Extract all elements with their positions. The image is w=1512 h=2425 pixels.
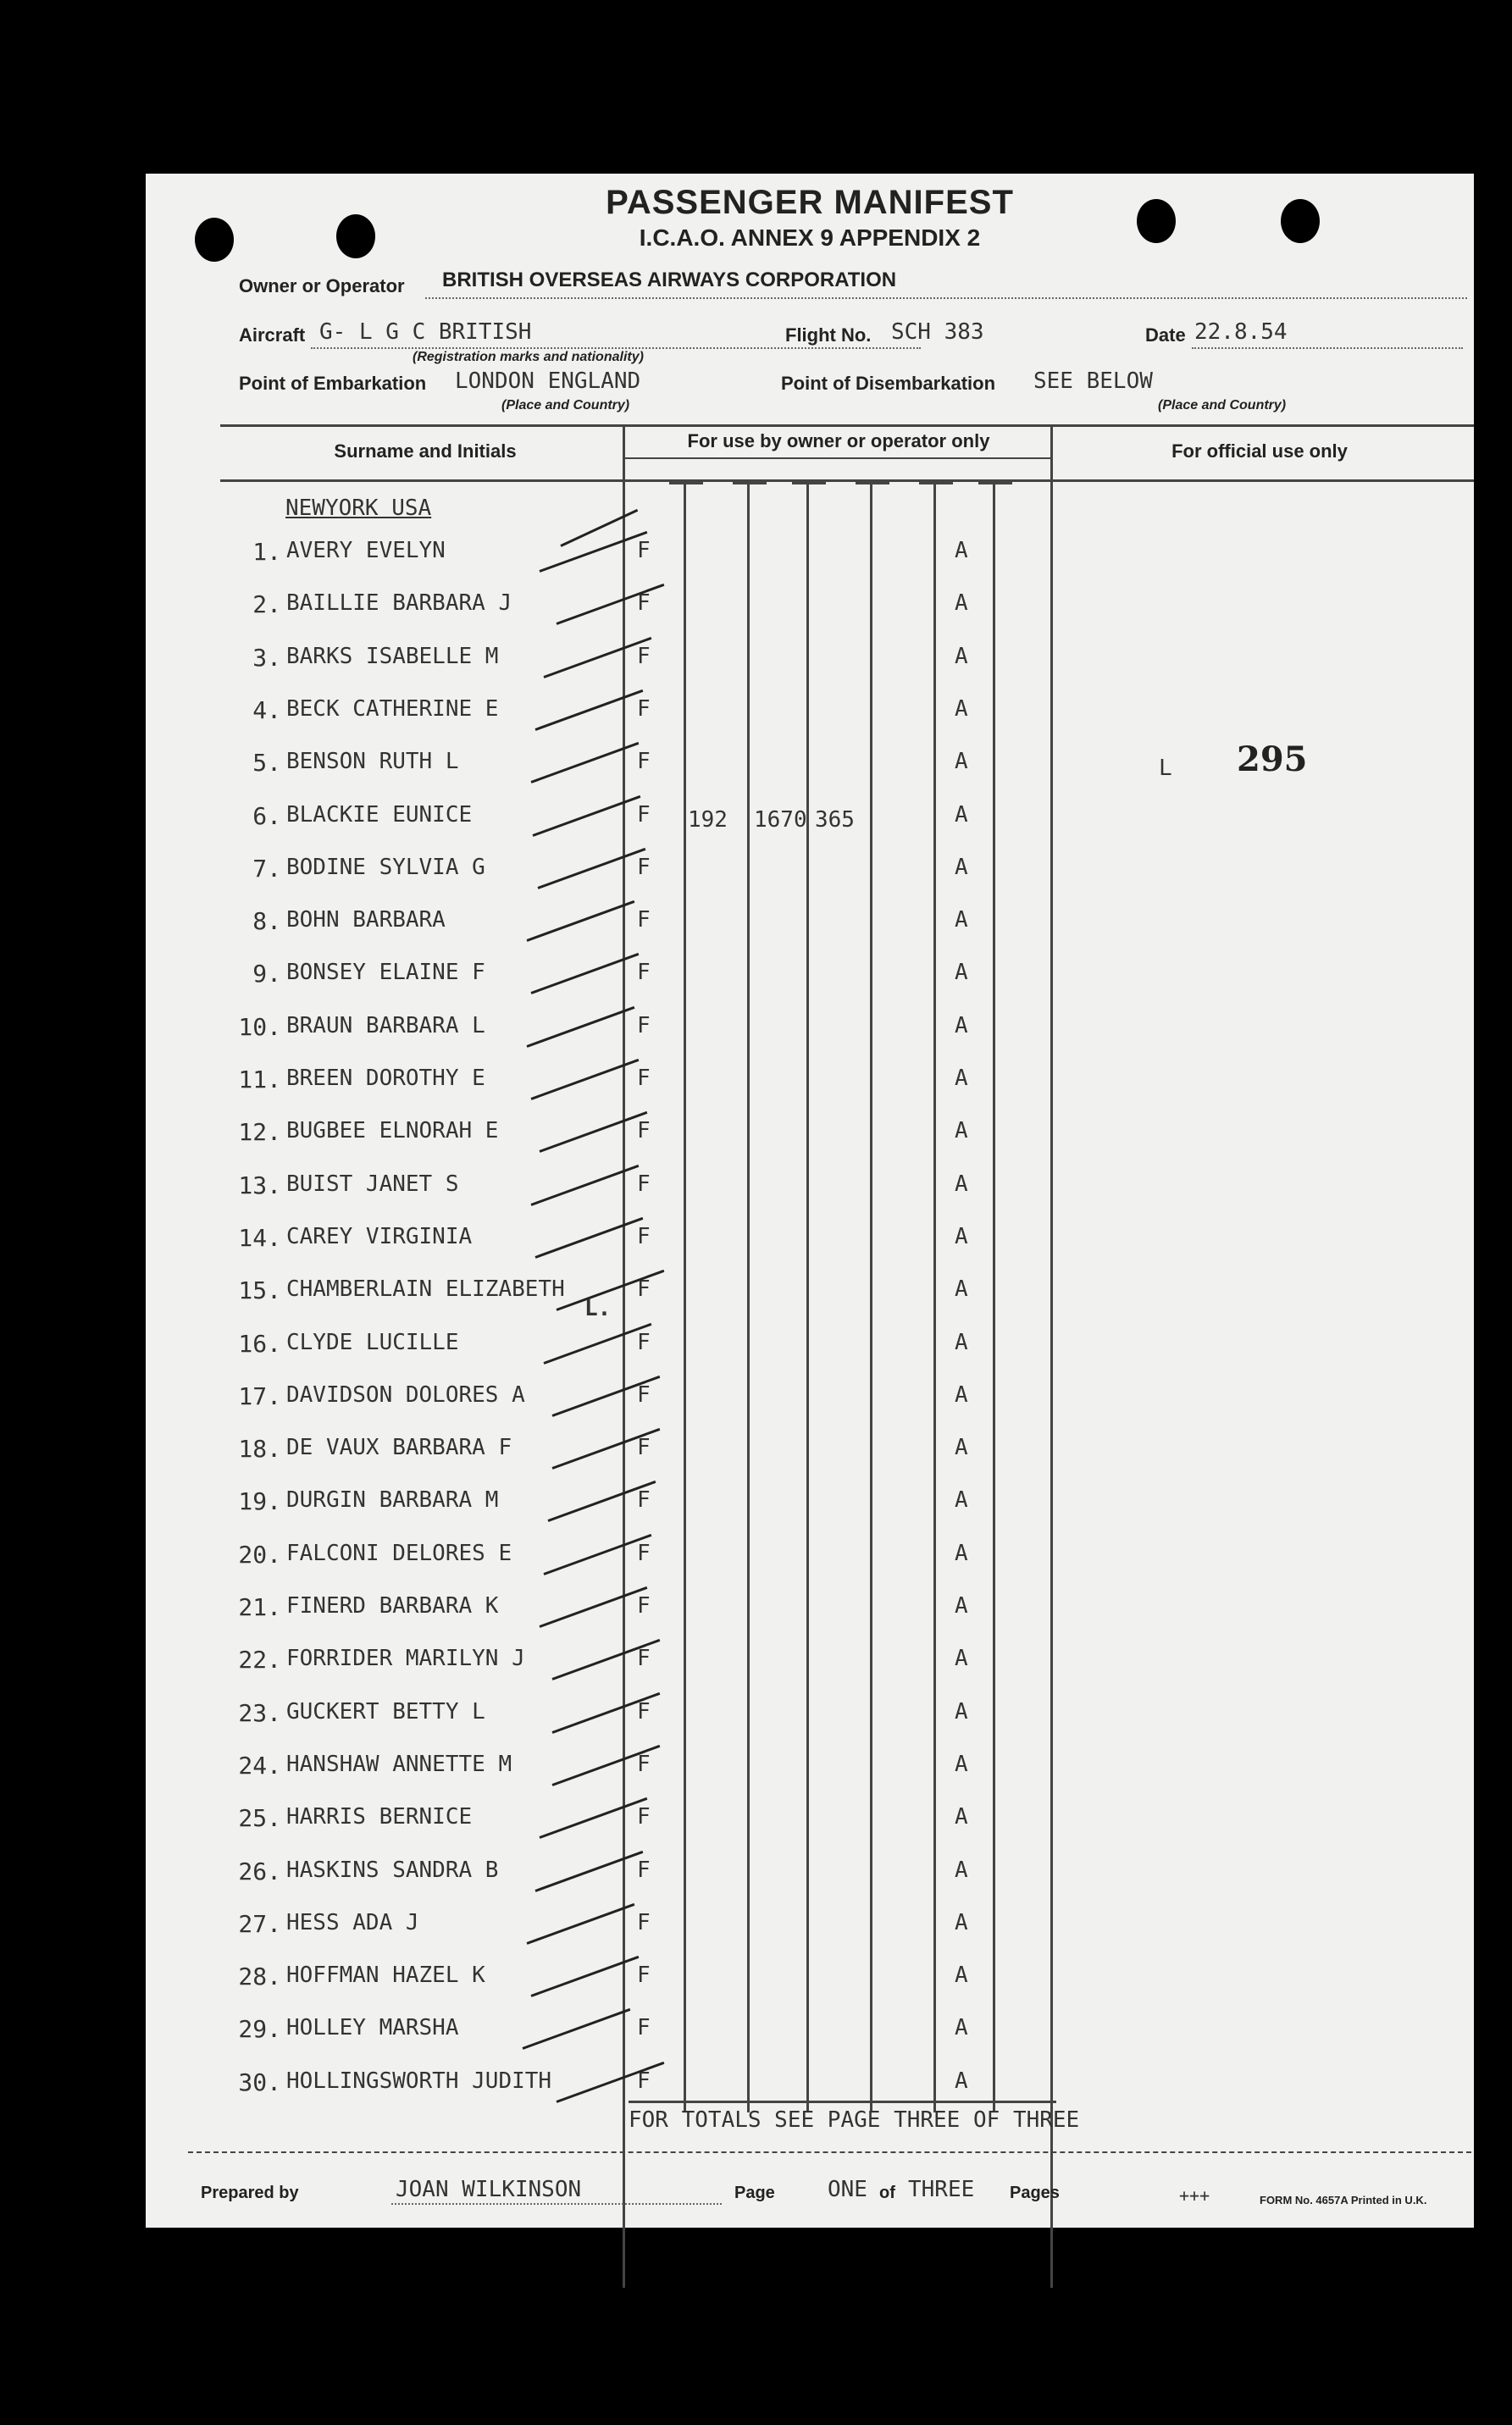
passenger-name: FORRIDER MARILYN J — [286, 1646, 525, 1672]
sex-code: F — [637, 801, 651, 828]
official-number: 295 — [1237, 739, 1308, 779]
passenger-number: 24. — [238, 1751, 281, 1780]
embarkation-label: Point of Embarkation — [239, 373, 427, 394]
sex-code: F — [637, 1593, 651, 1619]
age-code: A — [955, 643, 968, 669]
check-slash — [543, 637, 651, 678]
check-slash — [522, 2008, 630, 2050]
passenger-number: 4. — [252, 695, 281, 724]
age-code: A — [955, 695, 968, 722]
passenger-name: BOHN BARBARA — [286, 907, 446, 933]
sex-code: F — [637, 1329, 651, 1355]
flight-label: Flight No. — [785, 324, 872, 346]
passenger-name: BUGBEE ELNORAH E — [286, 1118, 499, 1144]
passenger-name: CAREY VIRGINIA — [286, 1223, 473, 1249]
header-bottom-rule — [220, 479, 1474, 482]
check-slash — [543, 1534, 651, 1575]
form-number: FORM No. 4657A Printed in U.K. — [1260, 2194, 1427, 2206]
passenger-number: 10. — [238, 1012, 281, 1041]
age-code: A — [955, 1487, 968, 1514]
passenger-number: 9. — [252, 960, 281, 988]
passenger-name: HASKINS SANDRA B — [286, 1857, 499, 1883]
passenger-number: 29. — [238, 2015, 281, 2044]
sex-code: F — [637, 1540, 651, 1566]
pages-label: Pages — [1010, 2184, 1060, 2202]
passenger-number: 16. — [238, 1329, 281, 1358]
age-code: A — [955, 1963, 968, 1989]
age-code: A — [955, 960, 968, 986]
age-code: A — [955, 1381, 968, 1408]
page-label: Page — [734, 2184, 775, 2202]
age-code: A — [955, 1276, 968, 1303]
sex-code: F — [637, 538, 651, 563]
passenger-name: BRAUN BARBARA L — [286, 1012, 485, 1038]
age-code: A — [955, 1646, 968, 1672]
aircraft-label: Aircraft — [239, 324, 306, 346]
passenger-number: 28. — [238, 1963, 281, 1991]
row6-value-1: 192 — [688, 807, 728, 833]
passenger-name: BUIST JANET S — [286, 1171, 459, 1197]
age-code: A — [955, 854, 968, 880]
passenger-name: BENSON RUTH L — [286, 749, 459, 775]
age-code: A — [955, 1751, 968, 1777]
age-code: A — [955, 1171, 968, 1197]
date-label: Date — [1145, 324, 1186, 346]
sex-code: F — [637, 1646, 651, 1672]
passenger-number: 11. — [238, 1066, 281, 1093]
age-code: A — [955, 1435, 968, 1461]
header-top-rule — [220, 424, 1474, 427]
totals-note: FOR TOTALS SEE PAGE THREE OF THREE — [629, 2107, 1080, 2133]
sex-code: F — [637, 1487, 651, 1514]
passenger-number: 25. — [238, 1804, 281, 1833]
passenger-number: 2. — [252, 590, 281, 619]
passenger-name: BAILLIE BARBARA J — [286, 590, 512, 617]
age-code: A — [955, 907, 968, 933]
age-code: A — [955, 1118, 968, 1144]
extra-initial: L. — [584, 1296, 612, 1321]
check-slash — [537, 848, 645, 889]
sex-code: F — [637, 2015, 651, 2041]
page-value: ONE — [828, 2177, 867, 2202]
sex-code: F — [637, 590, 651, 617]
passenger-name: BONSEY ELAINE F — [286, 960, 485, 986]
flight-value: SCH 383 — [891, 319, 984, 345]
passenger-number: 5. — [252, 749, 281, 778]
passenger-number: 6. — [252, 801, 281, 830]
of-value: THREE — [908, 2177, 975, 2202]
sex-code: F — [637, 1381, 651, 1408]
age-code: A — [955, 1909, 968, 1935]
passenger-number: 12. — [238, 1118, 281, 1147]
check-slash — [539, 1797, 647, 1839]
check-slash — [534, 689, 643, 731]
age-code: A — [955, 2015, 968, 2041]
passenger-name: HOLLINGSWORTH JUDITH — [286, 2068, 552, 2094]
age-code: A — [955, 1329, 968, 1355]
sex-code: F — [637, 1909, 651, 1935]
age-code: A — [955, 1698, 968, 1725]
age-code: A — [955, 590, 968, 617]
check-slash — [539, 1111, 647, 1153]
age-code: A — [955, 1012, 968, 1038]
passenger-number: 8. — [252, 907, 281, 936]
sex-code: F — [637, 1857, 651, 1883]
sex-code: F — [637, 907, 651, 933]
passenger-name: BODINE SYLVIA G — [286, 854, 485, 880]
passenger-number: 14. — [238, 1223, 281, 1252]
embarkation-sub: (Place and Country) — [501, 398, 630, 412]
prepared-label: Prepared by — [201, 2184, 299, 2202]
age-code: A — [955, 1857, 968, 1883]
passenger-name: CLYDE LUCILLE — [286, 1329, 459, 1355]
of-label: of — [879, 2184, 895, 2202]
check-slash — [534, 1217, 643, 1259]
sex-code: F — [637, 1171, 651, 1197]
col-owner-header: For use by owner or operator only — [687, 430, 990, 451]
disembarkation-label: Point of Disembarkation — [781, 373, 996, 394]
plus-marks: +++ — [1179, 2185, 1210, 2206]
row6-value-3: 365 — [815, 807, 855, 833]
sex-code: F — [637, 1751, 651, 1777]
sex-code: F — [637, 1435, 651, 1461]
check-slash — [543, 1322, 651, 1364]
disembarkation-sub: (Place and Country) — [1158, 398, 1287, 412]
sex-code: F — [637, 2068, 651, 2094]
age-code: A — [955, 801, 968, 828]
sex-code: F — [637, 1223, 651, 1249]
passenger-number: 7. — [252, 854, 281, 883]
owner-label: Owner or Operator — [239, 275, 405, 296]
age-code: A — [955, 1540, 968, 1566]
sex-code: F — [637, 1012, 651, 1038]
row6-value-2: 1670 — [754, 807, 807, 833]
sex-code: F — [637, 1698, 651, 1725]
passenger-name: BLACKIE EUNICE — [286, 801, 473, 828]
embarkation-value: LONDON ENGLAND — [455, 368, 641, 394]
passenger-name: GUCKERT BETTY L — [286, 1698, 485, 1725]
form-title: PASSENGER MANIFEST — [606, 184, 1014, 221]
passenger-number: 19. — [238, 1487, 281, 1516]
section-heading: NEWYORK USA — [285, 496, 432, 521]
passenger-number: 22. — [238, 1646, 281, 1675]
aircraft-value: G- L G C BRITISH — [319, 319, 532, 345]
sex-code: F — [637, 749, 651, 775]
check-slash — [526, 900, 634, 942]
passenger-name: DE VAUX BARBARA F — [286, 1435, 512, 1461]
passenger-name: AVERY EVELYN — [286, 538, 446, 563]
prepared-value: JOAN WILKINSON — [396, 2177, 582, 2202]
sex-code: F — [637, 695, 651, 722]
sex-code: F — [637, 1276, 651, 1303]
official-mark: L — [1159, 756, 1172, 781]
age-code: A — [955, 1066, 968, 1091]
passenger-name: HESS ADA J — [286, 1909, 419, 1935]
sex-code: F — [637, 643, 651, 669]
sex-code: F — [637, 960, 651, 986]
sex-code: F — [637, 854, 651, 880]
disembarkation-value: SEE BELOW — [1033, 368, 1153, 394]
passenger-name: HANSHAW ANNETTE M — [286, 1751, 512, 1777]
sex-code: F — [637, 1066, 651, 1091]
passenger-name: HARRIS BERNICE — [286, 1804, 473, 1830]
date-value: 22.8.54 — [1194, 319, 1288, 345]
passenger-name: HOLLEY MARSHA — [286, 2015, 459, 2041]
passenger-name: DURGIN BARBARA M — [286, 1487, 499, 1514]
passenger-number: 3. — [252, 643, 281, 672]
aircraft-sub: (Registration marks and nationality) — [413, 350, 644, 364]
check-slash — [539, 1586, 647, 1628]
passenger-number: 21. — [238, 1593, 281, 1621]
passenger-name: HOFFMAN HAZEL K — [286, 1963, 485, 1989]
age-code: A — [955, 1223, 968, 1249]
col-official-header: For official use only — [1171, 440, 1348, 462]
age-code: A — [955, 1804, 968, 1830]
passenger-name: BARKS ISABELLE M — [286, 643, 499, 669]
passenger-name: FINERD BARBARA K — [286, 1593, 499, 1619]
age-code: A — [955, 2068, 968, 2094]
age-code: A — [955, 1593, 968, 1619]
sex-code: F — [637, 1118, 651, 1144]
form-subtitle: I.C.A.O. ANNEX 9 APPENDIX 2 — [639, 224, 981, 251]
passenger-number: 15. — [238, 1276, 281, 1305]
check-slash — [526, 1006, 634, 1048]
passenger-name: DAVIDSON DOLORES A — [286, 1381, 525, 1408]
check-slash — [539, 531, 647, 573]
passenger-name: FALCONI DELORES E — [286, 1540, 512, 1566]
sex-code: F — [637, 1963, 651, 1989]
passenger-number: 30. — [238, 2068, 281, 2096]
passenger-number: 27. — [238, 1909, 281, 1938]
passenger-number: 18. — [238, 1435, 281, 1464]
owner-value: BRITISH OVERSEAS AIRWAYS CORPORATION — [442, 269, 897, 291]
passenger-number: 26. — [238, 1857, 281, 1885]
age-code: A — [955, 749, 968, 775]
passenger-name: BECK CATHERINE E — [286, 695, 499, 722]
passenger-number: 1. — [252, 538, 281, 566]
passenger-number: 23. — [238, 1698, 281, 1727]
passenger-name: CHAMBERLAIN ELIZABETH — [286, 1276, 565, 1303]
passenger-number: 17. — [238, 1381, 281, 1410]
check-slash — [526, 1903, 634, 1945]
sex-code: F — [637, 1804, 651, 1830]
col-surname-header: Surname and Initials — [334, 440, 517, 462]
passenger-number: 13. — [238, 1171, 281, 1199]
manifest-page — [146, 174, 1474, 2228]
passenger-name: BREEN DOROTHY E — [286, 1066, 485, 1091]
age-code: A — [955, 538, 968, 563]
check-slash — [534, 1850, 643, 1891]
passenger-number: 20. — [238, 1540, 281, 1569]
